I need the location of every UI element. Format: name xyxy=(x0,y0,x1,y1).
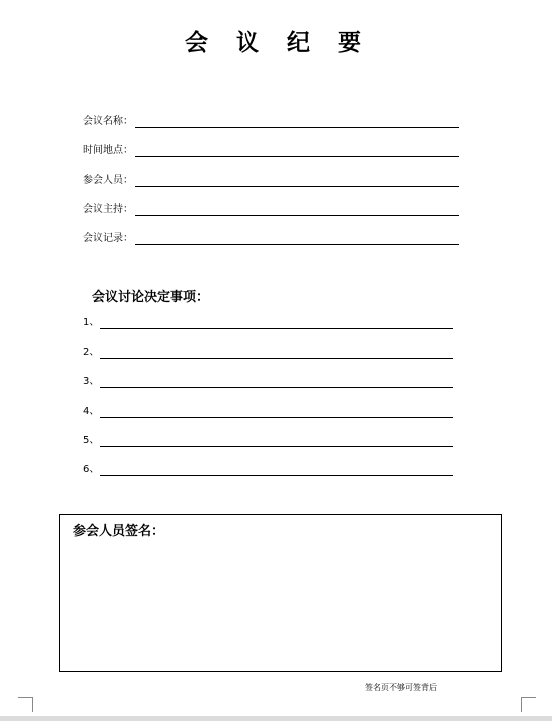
decision-item xyxy=(83,403,453,419)
blank-line xyxy=(100,328,453,329)
blank-line xyxy=(100,417,453,418)
footnote: 签名页不够可签背后 xyxy=(365,683,437,692)
decisions-heading: 会议讨论决定事项： xyxy=(92,290,210,305)
field-label: 会议主持： xyxy=(83,204,133,215)
field-host xyxy=(83,199,459,217)
blank-line xyxy=(135,244,459,245)
item-number: 6、 xyxy=(83,464,100,475)
decision-item xyxy=(83,373,453,389)
decision-item xyxy=(83,314,453,330)
decision-item xyxy=(83,344,453,360)
signature-box xyxy=(59,514,502,672)
item-number: 4、 xyxy=(83,406,100,417)
blank-line xyxy=(135,215,459,216)
blank-line xyxy=(100,475,453,476)
item-number: 5、 xyxy=(83,435,100,446)
field-meeting-name xyxy=(83,111,459,129)
decision-item xyxy=(83,461,453,477)
field-label: 时间地点： xyxy=(83,145,133,156)
field-label: 会议记录： xyxy=(83,233,133,244)
field-label: 参会人员： xyxy=(83,175,133,186)
blank-line xyxy=(100,387,453,388)
blank-line xyxy=(100,358,453,359)
blank-line xyxy=(100,446,453,447)
decision-item xyxy=(83,432,453,448)
item-number: 2、 xyxy=(83,347,100,358)
page-gap-strip xyxy=(0,716,552,721)
blank-line xyxy=(135,156,459,157)
blank-line xyxy=(135,186,459,187)
item-number: 1、 xyxy=(83,317,100,328)
field-label: 会议名称： xyxy=(83,116,133,127)
document-title: 会 议 纪 要 xyxy=(184,30,372,56)
field-time-place xyxy=(83,140,459,158)
page-corner-mark-left xyxy=(18,697,33,712)
page-corner-mark-right xyxy=(521,697,536,712)
blank-line xyxy=(135,127,459,128)
field-attendees xyxy=(83,170,459,188)
field-recorder xyxy=(83,228,459,246)
signature-label: 参会人员签名： xyxy=(73,524,165,539)
item-number: 3、 xyxy=(83,376,100,387)
